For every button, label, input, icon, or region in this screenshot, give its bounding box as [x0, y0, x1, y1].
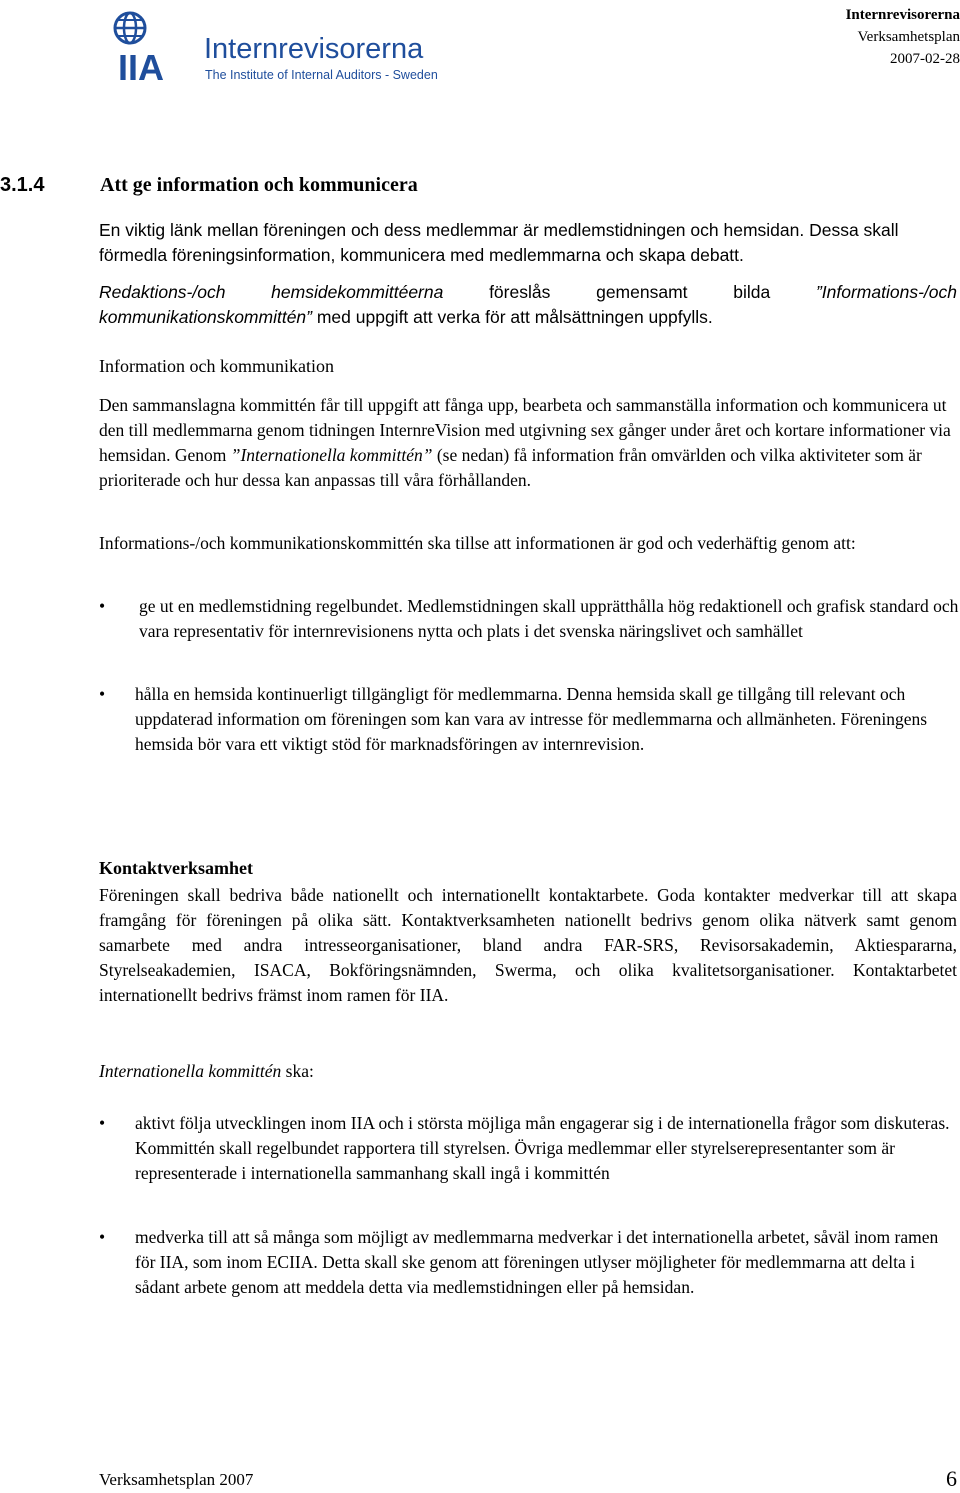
section-number: 3.1.4: [0, 174, 45, 196]
header-org: Internrevisorerna: [845, 7, 960, 23]
bullet-icon: •: [99, 1227, 106, 1247]
info-heading: Information och kommunikation: [99, 356, 334, 376]
footer-doc: Verksamhetsplan 2007: [99, 1470, 254, 1489]
intro-text: En viktig länk mellan föreningen och dess medlemmar är medlemstidningen och hemsidan. Dessa skall förmedla föreningsinformation, kommunicera med medlemmarna och skapa debatt.: [99, 220, 899, 265]
info-paragraph-1: [99, 393, 957, 493]
intro-paragraph: [99, 218, 957, 268]
list-item-text: ge ut en medlemstidning regelbundet. Medlemstidningen skall upprätthålla hög redaktionell och grafisk standard och vara representativ för internrevisionens nytta och plats i det svenska näringslivet och samhället: [139, 596, 959, 641]
iia-logo: [100, 6, 460, 90]
globe-icon: [115, 13, 145, 43]
info-text-1: Den sammanslagna kommittén får till uppgift att fånga upp, bearbeta och sammanställa information och kommunicera ut den till medlemmarna genom tidningen InternreVision med utgivning sex gånger under året och kortare informationer via hemsidan. Genom: [99, 395, 951, 465]
info-text-2: (se nedan) få information från omvärlden och vilka aktiviteter som är prioriterade och hur dessa kan anpassas till våra förhållanden.: [99, 445, 922, 490]
redaktion-text-1: föreslås gemensamt bilda: [443, 282, 816, 302]
kontakt-text: Föreningen skall bedriva både nationellt och internationellt kontaktarbete. Goda kontakter medverkar till att skapa framgång för föreningen på olika sätt. Kontaktverksamheten nationellt bedrivs genom olika nätverk samt genom samarbete med andra intresseorganisationer, bland andra FAR-SRS, Revisorsakademin, Aktiespararna, Styrelseakademien, ISACA, Bokföringsnämnden, Swerma, och olika kvalitetsorganisationer. Kontaktarbetet internationellt bedrivs främst inom ramen för IIA.: [99, 885, 957, 1005]
page-number: 6: [946, 1466, 957, 1491]
info-paragraph-2: [99, 531, 957, 556]
kontakt-paragraph: [99, 883, 957, 1008]
redaktion-text-2: med uppgift att verka för att målsättningen uppfylls.: [311, 307, 713, 327]
header-meta: [846, 4, 960, 70]
bullet-icon: •: [99, 684, 106, 704]
header-date: 2007-02-28: [890, 51, 960, 67]
section-heading: [0, 174, 418, 197]
intl-lead-italic: Internationella kommittén: [99, 1061, 282, 1081]
info-text-3: Informations-/och kommunikationskommittén ska tillse att informationen är god och vederhäftig genom att:: [99, 533, 856, 553]
redaktion-paragraph: [99, 280, 957, 330]
logo-tagline: The Institute of Internal Auditors - Sweden: [205, 68, 438, 82]
bullet-icon: •: [99, 1113, 106, 1133]
kontakt-heading: Kontaktverksamhet: [99, 858, 253, 878]
list-item-text: aktivt följa utvecklingen inom IIA och i största möjliga mån engagerar sig i de internationella frågor som diskuteras. Kommittén skall regelbundet rapportera till styrelsen. Övriga medlemmar eller styrelserepresentanter som är representerade i internationella sammanhang skall ingå i kommittén: [135, 1113, 950, 1183]
header-doc: Verksamhetsplan: [857, 29, 960, 45]
list-item-text: hålla en hemsida kontinuerligt tillgängligt för medlemmarna. Denna hemsida skall ge tillgång till relevant och uppdaterad information om föreningen som kan vara av intresse för medlemmarna och allmänheten. Föreningens hemsida bör vara ett viktigt stöd för marknadsföringen av internrevision.: [135, 684, 928, 754]
logo-name: Internrevisorerna: [204, 33, 424, 65]
info-italic: ”Internationella kommittén”: [230, 445, 433, 465]
logo-acronym: IIA: [118, 47, 165, 88]
redaktion-italic-1: Redaktions-/och hemsidekommittéerna: [99, 282, 444, 302]
redaktion-italic-2: ”Informations-/och kommunikationskommittén”: [99, 282, 957, 327]
list-item-text: medverka till att så många som möjligt av medlemmarna medverkar i det internationella arbetet, såväl inom ramen för IIA, som inom ECIIA. Detta skall ske genom att föreningen utlyser möjligheter för medlemmarna att delta i sådant arbete genom att meddela detta via medlemstidningen eller på hemsidan.: [135, 1227, 939, 1297]
intl-lead-text: ska:: [281, 1061, 314, 1081]
intl-lead: [99, 1059, 957, 1084]
section-title: Att ge information och kommunicera: [100, 174, 418, 196]
bullet-icon: •: [99, 596, 106, 616]
